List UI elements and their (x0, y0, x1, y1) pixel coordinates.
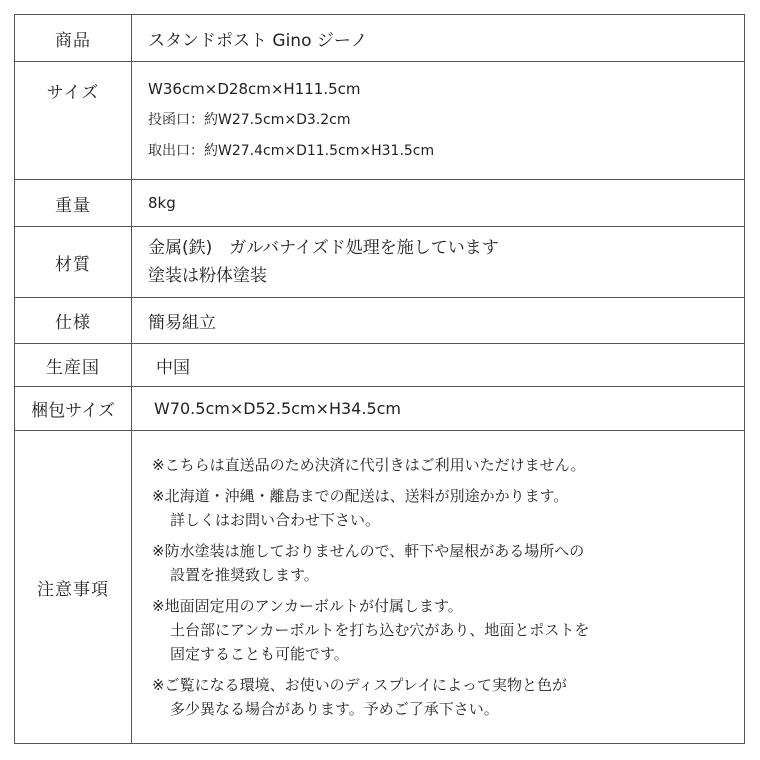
note-line: 固定することも可能です。 (170, 645, 349, 663)
material-value (132, 227, 745, 298)
note-line: ※ご覧になる環境、お使いのディスプレイによって実物と色が (152, 676, 568, 694)
note-line: 土台部にアンカーボルトを打ち込む穴があり、地面とポストを (170, 621, 590, 639)
note-line: ※防水塗装は施しておりませんので、軒下や屋根がある場所への (152, 542, 585, 560)
table-row (15, 180, 745, 227)
note-line: 多少異なる場合があります。予めご了承下さい。 (170, 700, 499, 718)
note-item (152, 539, 744, 587)
table-row (15, 344, 745, 387)
size-line: W36cm×D28cm×H111.5cm (148, 80, 361, 98)
notes-value (132, 431, 745, 744)
size-line: 取出口：約W27.4cm×D11.5cm×H31.5cm (148, 143, 435, 159)
note-item (152, 673, 744, 721)
size-line: 投函口：約W27.5cm×D3.2cm (148, 112, 351, 128)
size-label: サイズ (15, 62, 132, 180)
weight-value: 8kg (132, 180, 745, 227)
note-item (152, 484, 744, 532)
note-item (152, 594, 744, 666)
table-row (15, 62, 745, 180)
package-label: 梱包サイズ (15, 387, 132, 431)
spec-value: 簡易組立 (132, 298, 745, 344)
product-label: 商品 (15, 15, 132, 62)
material-line: 塗装は粉体塗装 (148, 266, 267, 286)
spec-table (14, 14, 745, 744)
note-line: ※地面固定用のアンカーボルトが付属します。 (152, 597, 463, 615)
table-row (15, 431, 745, 744)
size-value (132, 62, 745, 180)
note-line: ※北海道・沖縄・離島までの配送は、送料が別途かかります。 (152, 487, 569, 505)
table-row (15, 298, 745, 344)
table-row (15, 387, 745, 431)
table-row (15, 227, 745, 298)
origin-label: 生産国 (15, 344, 132, 387)
table-row (15, 15, 745, 62)
material-line: 金属(鉄) ガルバナイズド処理を施しています (148, 238, 499, 258)
spec-label: 仕様 (15, 298, 132, 344)
note-item (152, 453, 744, 477)
package-value: W70.5cm×D52.5cm×H34.5cm (132, 387, 745, 431)
notes-label: 注意事項 (15, 431, 132, 744)
product-value: スタンドポスト Gino ジーノ (132, 15, 745, 62)
note-line: ※こちらは直送品のため決済に代引きはご利用いただけません。 (152, 456, 586, 474)
material-label: 材質 (15, 227, 132, 298)
origin-value: 中国 (132, 344, 745, 387)
note-line: 設置を推奨致します。 (170, 566, 319, 584)
note-line: 詳しくはお問い合わせ下さい。 (170, 511, 381, 529)
weight-label: 重量 (15, 180, 132, 227)
